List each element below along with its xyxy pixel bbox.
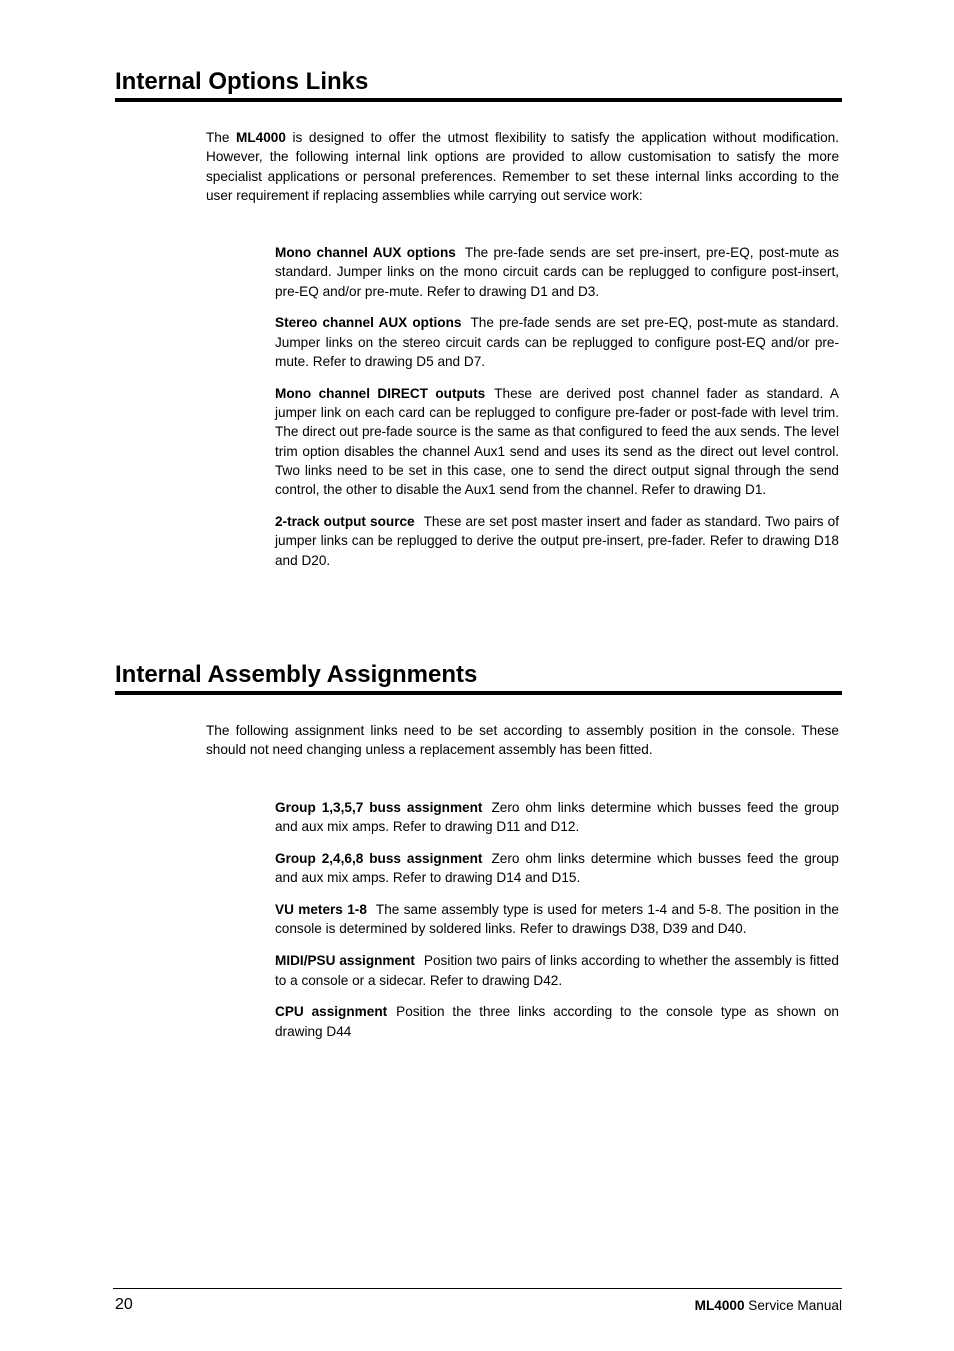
assignment-term: MIDI/PSU assignment [275, 953, 415, 969]
section-title-internal-options-links: Internal Options Links [115, 68, 842, 102]
option-description: The pre-fade sends are set pre-EQ, post-mute as standard. Jumper links on the stereo circuit cards can be replugged to configure post-EQ and/or pre-mute. Refer to drawing D5 and D7. [275, 315, 839, 369]
footer-product-name: ML4000 [694, 1298, 745, 1313]
option-term: Mono channel DIRECT outputs [275, 385, 486, 401]
assignment-term: CPU assignment [275, 1004, 388, 1020]
options-link-list [275, 243, 839, 582]
options-intro-paragraph [206, 128, 839, 205]
assignment-description: Position two pairs of links according to whether the assembly is fitted to a console or a sidecar. Refer to drawing D42. [275, 953, 839, 988]
option-item-mono-aux [275, 243, 839, 301]
assignment-item-group-odd [275, 798, 839, 837]
option-description: These are derived post channel fader as standard. A jumper link on each card can be replugged to configure pre-fader or post-fade with level trim. The direct out pre-fade source is the same as that configured to feed the aux sends. The level trim option disables the channel Aux1 send and uses its send as the direct out level control. Two links need to be set in this case, one to send the direct output signal through the send control, the other to disable the Aux1 send from the channel. Refer to drawing D1. [275, 385, 839, 498]
option-description: The pre-fade sends are set pre-insert, pre-EQ, post-mute as standard. Jumper links on the mono circuit cards can be replugged to configure post-insert, pre-EQ and/or pre-mute. Refer to drawing D1 and D3. [275, 245, 839, 299]
assignment-item-cpu [275, 1002, 839, 1041]
option-item-mono-direct [275, 384, 839, 500]
intro-text-pre: The [206, 130, 237, 145]
footer-title-rest: Service Manual [744, 1298, 842, 1313]
assignment-description: The same assembly type is used for meters 1-4 and 5-8. The position in the console is determined by soldered links. Refer to drawings D38, D39 and D40. [275, 902, 839, 937]
assignment-description: Zero ohm links determine which busses feed the group and aux mix amps. Refer to drawing D11 and D12. [275, 800, 839, 835]
option-description: These are set post master insert and fader as standard. Two pairs of jumper links can be replugged to derive the output pre-insert, pre-fader. Refer to drawing D18 and D20. [275, 514, 839, 568]
assignment-description: Zero ohm links determine which busses feed the group and aux mix amps. Refer to drawing D14 and D15. [275, 851, 839, 886]
page-number: 20 [115, 1296, 133, 1313]
footer-document-title [695, 1298, 842, 1313]
intro-product-name: ML4000 [236, 130, 286, 145]
assignment-item-midi-psu [275, 951, 839, 990]
option-term: 2-track output source [275, 514, 415, 530]
assignment-term: Group 2,4,6,8 buss assignment [275, 851, 483, 867]
assignment-item-vu-meters [275, 900, 839, 939]
intro-text-post: is designed to offer the utmost flexibility to satisfy the application without modification. However, the following internal link options are provided to allow customisation to satisfy the more specialist applications or personal preferences. Remember to set these internal links according to the user requirement if replacing assemblies while carrying out service work: [206, 130, 839, 203]
option-item-stereo-aux [275, 313, 839, 371]
option-term: Stereo channel AUX options [275, 315, 462, 331]
option-term: Mono channel AUX options [275, 245, 456, 260]
assignment-list [275, 798, 839, 1053]
assignment-term: Group 1,3,5,7 buss assignment [275, 800, 483, 815]
section-title-internal-assembly-assignments: Internal Assembly Assignments [115, 661, 842, 695]
assignments-intro-paragraph: The following assignment links need to be set according to assembly position in the console. These should not need changing unless a replacement assembly has been fitted. [206, 723, 839, 758]
assignment-term: VU meters 1-8 [275, 902, 367, 918]
footer-divider [113, 1288, 842, 1289]
assignment-item-group-even [275, 849, 839, 888]
option-item-2track-output [275, 512, 839, 570]
assignment-description: Position the three links according to the console type as shown on drawing D44 [275, 1004, 839, 1039]
